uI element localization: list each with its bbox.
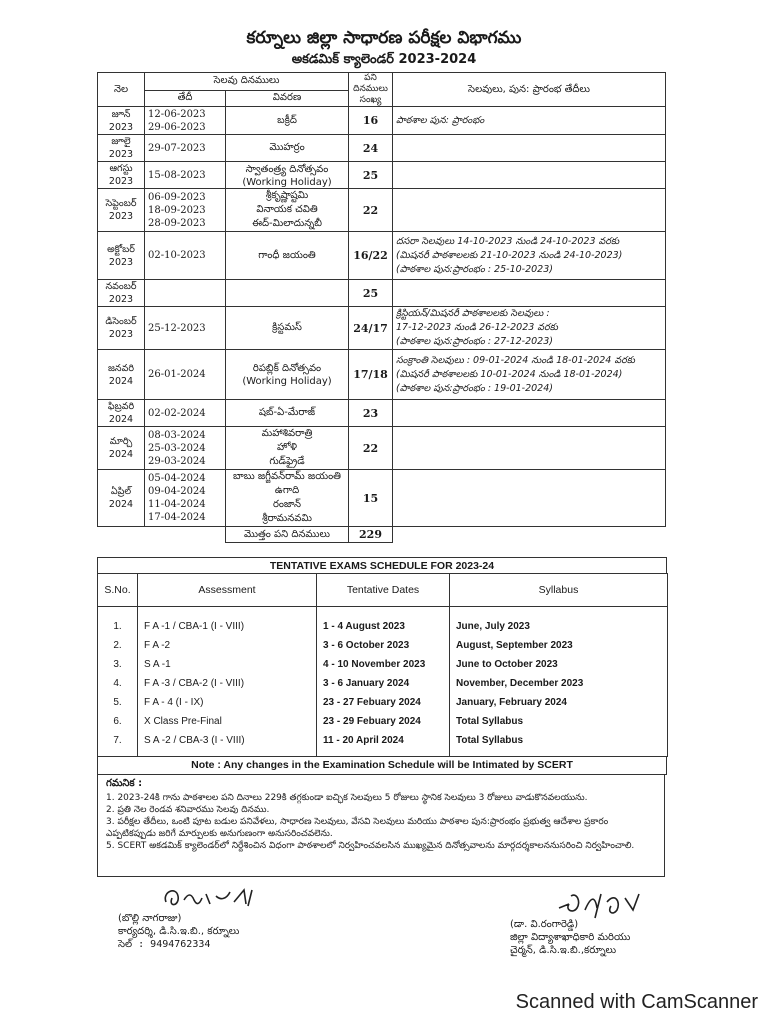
exam-schedule-title: TENTATIVE EXAMS SCHEDULE FOR 2023-24 xyxy=(97,557,667,574)
exam-sno: 4. xyxy=(98,674,138,693)
left-signatory-title: కార్యదర్శి, డి.సి.ఇ.బి., కర్నూలు xyxy=(118,926,240,937)
exam-schedule-table xyxy=(97,573,668,757)
holiday-month: డిసెంబర్ 2023 xyxy=(98,307,145,350)
holiday-remarks xyxy=(393,162,666,189)
exam-syllabus: June to October 2023 xyxy=(450,655,668,674)
header-remarks: సెలవులు, పున: ప్రారంభ తేదీలు xyxy=(393,73,666,107)
right-signatory-title1: జిల్లా విద్యాశాఖాధికారి మరియు xyxy=(510,932,631,943)
notes-list xyxy=(106,792,656,852)
holiday-detail: గాంధీ జయంతి xyxy=(226,232,349,280)
note-item: 3. పరీక్షల తేదీలు, ఒంటి పూట బడుల పనివేళలు, సాధారణ సెలవులు, వేసవి సెలవులు మరియు పాఠశాల పున:ప్రారంభం ప్రభుత్వ ఆదేశాల ప్రకారం ఎప్పటికప్పుడు జరిగే మార్పులకు అనుగుణంగా అనుసరించవలెను. xyxy=(106,817,609,839)
header-sno: S.No. xyxy=(98,574,138,607)
holiday-row xyxy=(98,135,666,162)
document-title: కర్నూలు జిల్లా సాధారణ పరీక్షల విభాగము xyxy=(246,28,522,48)
holiday-row xyxy=(98,470,666,527)
holiday-row xyxy=(98,280,666,307)
holiday-month: ఆగస్టు 2023 xyxy=(98,162,145,189)
exam-syllabus: June, July 2023 xyxy=(450,607,668,637)
workday-count: 25 xyxy=(349,162,393,189)
left-signatory xyxy=(118,912,239,951)
workday-count: 16/22 xyxy=(349,232,393,280)
holiday-month: మార్చి 2024 xyxy=(98,427,145,470)
holiday-detail: మొహర్రం xyxy=(226,135,349,162)
holiday-row xyxy=(98,162,666,189)
holiday-row xyxy=(98,107,666,135)
holiday-dates: 02-10-2023 xyxy=(145,232,226,280)
exam-row xyxy=(98,636,668,655)
holiday-table xyxy=(97,72,666,543)
holiday-month: అక్టోబర్ 2023 xyxy=(98,232,145,280)
total-blank xyxy=(98,527,226,543)
holiday-detail: బాబు జగ్జీవన్‌రామ్ జయంతి ఉగాది రంజాన్ శ్రీరామనవమి xyxy=(226,470,349,527)
holiday-remarks xyxy=(393,189,666,232)
holiday-row xyxy=(98,427,666,470)
total-value: 229 xyxy=(349,527,393,543)
holiday-month: ఫిబ్రవరి 2024 xyxy=(98,400,145,427)
note-item: 2. ప్రతి నెల రెండవ శనివారము సెలవు దినము. xyxy=(106,805,270,815)
header-date: తేదీ xyxy=(145,90,226,106)
left-signature-scrawl xyxy=(160,884,280,914)
exam-dates: 3 - 6 January 2024 xyxy=(317,674,450,693)
total-row xyxy=(98,527,666,543)
holiday-dates xyxy=(145,280,226,307)
header-holidays: సెలవు దినములు xyxy=(145,73,349,91)
holiday-month: సెప్టెంబర్ 2023 xyxy=(98,189,145,232)
exam-assessment: X Class Pre-Final xyxy=(138,712,317,731)
holiday-remarks: క్రిస్టియన్/మిషనరీ పాఠశాలలకు సెలవులు : 17-12-2023 నుండి 26-12-2023 వరకు (పాఠశాల పున:ప్రారంభం : 27-12-2023) xyxy=(393,307,666,350)
right-signatory xyxy=(510,918,630,957)
holiday-remarks xyxy=(393,135,666,162)
holiday-remarks: సంక్రాంతి సెలవులు : 09-01-2024 నుండి 18-01-2024 వరకు (మిషనరీ పాఠశాలలకు 10-01-2024 నుండి 18-01-2024) (పాఠశాల పున:ప్రారంభం : 19-01-2024) xyxy=(393,350,666,400)
exam-dates: 23 - 27 Febuary 2024 xyxy=(317,693,450,712)
exam-note: Note : Any changes in the Examination Schedule will be Intimated by SCERT xyxy=(97,756,667,775)
exam-sno: 7. xyxy=(98,731,138,757)
holiday-dates: 05-04-2024 09-04-2024 11-04-2024 17-04-2024 xyxy=(145,470,226,527)
header-assessment: Assessment xyxy=(138,574,317,607)
workday-count: 22 xyxy=(349,189,393,232)
workday-count: 15 xyxy=(349,470,393,527)
holiday-detail: షబ్-ఏ-మేరాజ్ xyxy=(226,400,349,427)
notes-heading: గమనిక : xyxy=(106,778,143,789)
workday-count: 22 xyxy=(349,427,393,470)
exam-row xyxy=(98,731,668,757)
exam-sno: 5. xyxy=(98,693,138,712)
exam-syllabus: August, September 2023 xyxy=(450,636,668,655)
holiday-month: ఏప్రిల్ 2024 xyxy=(98,470,145,527)
holiday-detail: రిపబ్లిక్ దినోత్సవం (Working Holiday) xyxy=(226,350,349,400)
exam-row xyxy=(98,712,668,731)
holiday-remarks xyxy=(393,470,666,527)
holiday-remarks: పాఠశాల పున: ప్రారంభం xyxy=(393,107,666,135)
exam-row xyxy=(98,693,668,712)
exam-dates: 4 - 10 November 2023 xyxy=(317,655,450,674)
document-subtitle: అకడమిక్ క్యాలెండర్ 2023-2024 xyxy=(291,52,477,67)
holiday-row xyxy=(98,350,666,400)
holiday-dates: 08-03-2024 25-03-2024 29-03-2024 xyxy=(145,427,226,470)
exam-sno: 1. xyxy=(98,607,138,637)
header-workdays: పని దినములు సంఖ్య xyxy=(349,73,393,107)
total-blank-right xyxy=(393,527,666,543)
left-signatory-phone: సెల్ : 9494762334 xyxy=(118,939,211,950)
exam-assessment: F A - 4 (I - IX) xyxy=(138,693,317,712)
holiday-month: జూన్ 2023 xyxy=(98,107,145,135)
holiday-dates: 26-01-2024 xyxy=(145,350,226,400)
header-syllabus: Syllabus xyxy=(450,574,668,607)
holiday-row xyxy=(98,307,666,350)
exam-row xyxy=(98,607,668,637)
workday-count: 25 xyxy=(349,280,393,307)
header-tentative-dates: Tentative Dates xyxy=(317,574,450,607)
holiday-detail: బక్రీద్ xyxy=(226,107,349,135)
exam-row xyxy=(98,655,668,674)
holiday-month: జనవరి 2024 xyxy=(98,350,145,400)
holiday-remarks xyxy=(393,427,666,470)
holiday-dates: 15-08-2023 xyxy=(145,162,226,189)
exam-assessment: F A -3 / CBA-2 (I - VIII) xyxy=(138,674,317,693)
holiday-detail: మహాశివరాత్రి హోళి గుడ్‌ఫ్రైడే xyxy=(226,427,349,470)
holiday-dates: 02-02-2024 xyxy=(145,400,226,427)
holiday-month: జూలై 2023 xyxy=(98,135,145,162)
total-label: మొత్తం పని దినములు xyxy=(226,527,349,543)
exam-dates: 3 - 6 October 2023 xyxy=(317,636,450,655)
exam-dates: 23 - 29 Febuary 2024 xyxy=(317,712,450,731)
exam-syllabus: Total Syllabus xyxy=(450,712,668,731)
holiday-dates: 29-07-2023 xyxy=(145,135,226,162)
holiday-detail: క్రిస్టమస్ xyxy=(226,307,349,350)
exam-assessment: S A -1 xyxy=(138,655,317,674)
header-month: నెల xyxy=(98,73,145,107)
exam-assessment: F A -2 xyxy=(138,636,317,655)
workday-count: 24 xyxy=(349,135,393,162)
exam-assessment: F A -1 / CBA-1 (I - VIII) xyxy=(138,607,317,637)
right-signature-scrawl xyxy=(555,888,655,922)
exam-sno: 6. xyxy=(98,712,138,731)
right-signatory-title2: చైర్మన్, డి.సి.ఇ.బి.,కర్నూలు xyxy=(510,945,617,956)
holiday-dates: 06-09-2023 18-09-2023 28-09-2023 xyxy=(145,189,226,232)
exam-assessment: S A -2 / CBA-3 (I - VIII) xyxy=(138,731,317,757)
workday-count: 23 xyxy=(349,400,393,427)
holiday-detail: శ్రీకృష్ణాష్టమి వినాయక చవితి ఈద్-మిలాదున్నబీ xyxy=(226,189,349,232)
holiday-detail: స్వాతంత్ర్య దినోత్సవం (Working Holiday) xyxy=(226,162,349,189)
exam-dates: 11 - 20 April 2024 xyxy=(317,731,450,757)
exam-dates: 1 - 4 August 2023 xyxy=(317,607,450,637)
workday-count: 17/18 xyxy=(349,350,393,400)
workday-count: 16 xyxy=(349,107,393,135)
note-item: 5. SCERT అకడమిక్ క్యాలెండర్‌లో నిర్దేశించిన విధంగా పాఠశాలలో నిర్వహించవలసిన ముఖ్యమైన దినోత్సవాలను మార్గదర్శకాలననుసరించి నిర్వహించాలి. xyxy=(106,841,635,851)
exam-syllabus: November, December 2023 xyxy=(450,674,668,693)
holiday-remarks xyxy=(393,400,666,427)
holiday-month: నవంబర్ 2023 xyxy=(98,280,145,307)
exam-syllabus: January, February 2024 xyxy=(450,693,668,712)
note-item: 1. 2023-24కి గాను పాఠశాలల పని దినాలు 229కి తగ్గకుండా ఐచ్ఛిక సెలవులు 5 రోజులు స్థానిక సెలవులు 3 రోజులు వాడుకొనవలయును. xyxy=(106,793,588,803)
holiday-row xyxy=(98,232,666,280)
right-signatory-name: (డా. వి.రంగారెడ్డి) xyxy=(510,919,579,930)
holiday-remarks xyxy=(393,280,666,307)
workday-count: 24/17 xyxy=(349,307,393,350)
exam-sno: 2. xyxy=(98,636,138,655)
exam-syllabus: Total Syllabus xyxy=(450,731,668,757)
holiday-row xyxy=(98,400,666,427)
camscanner-watermark: Scanned with CamScanner xyxy=(515,991,758,1013)
holiday-dates: 25-12-2023 xyxy=(145,307,226,350)
holiday-dates: 12-06-2023 29-06-2023 xyxy=(145,107,226,135)
exam-sno: 3. xyxy=(98,655,138,674)
notes-box xyxy=(97,774,665,877)
holiday-detail xyxy=(226,280,349,307)
header-detail: వివరణ xyxy=(226,90,349,106)
holiday-row xyxy=(98,189,666,232)
holiday-remarks: దసరా సెలవులు 14-10-2023 నుండి 24-10-2023 వరకు (మిషనరీ పాఠశాలలకు 21-10-2023 నుండి 24-10-2023) (పాఠశాల పున:ప్రారంభం : 25-10-2023) xyxy=(393,232,666,280)
exam-row xyxy=(98,674,668,693)
left-signatory-name: (బొల్లి నాగరాజు) xyxy=(118,913,182,924)
